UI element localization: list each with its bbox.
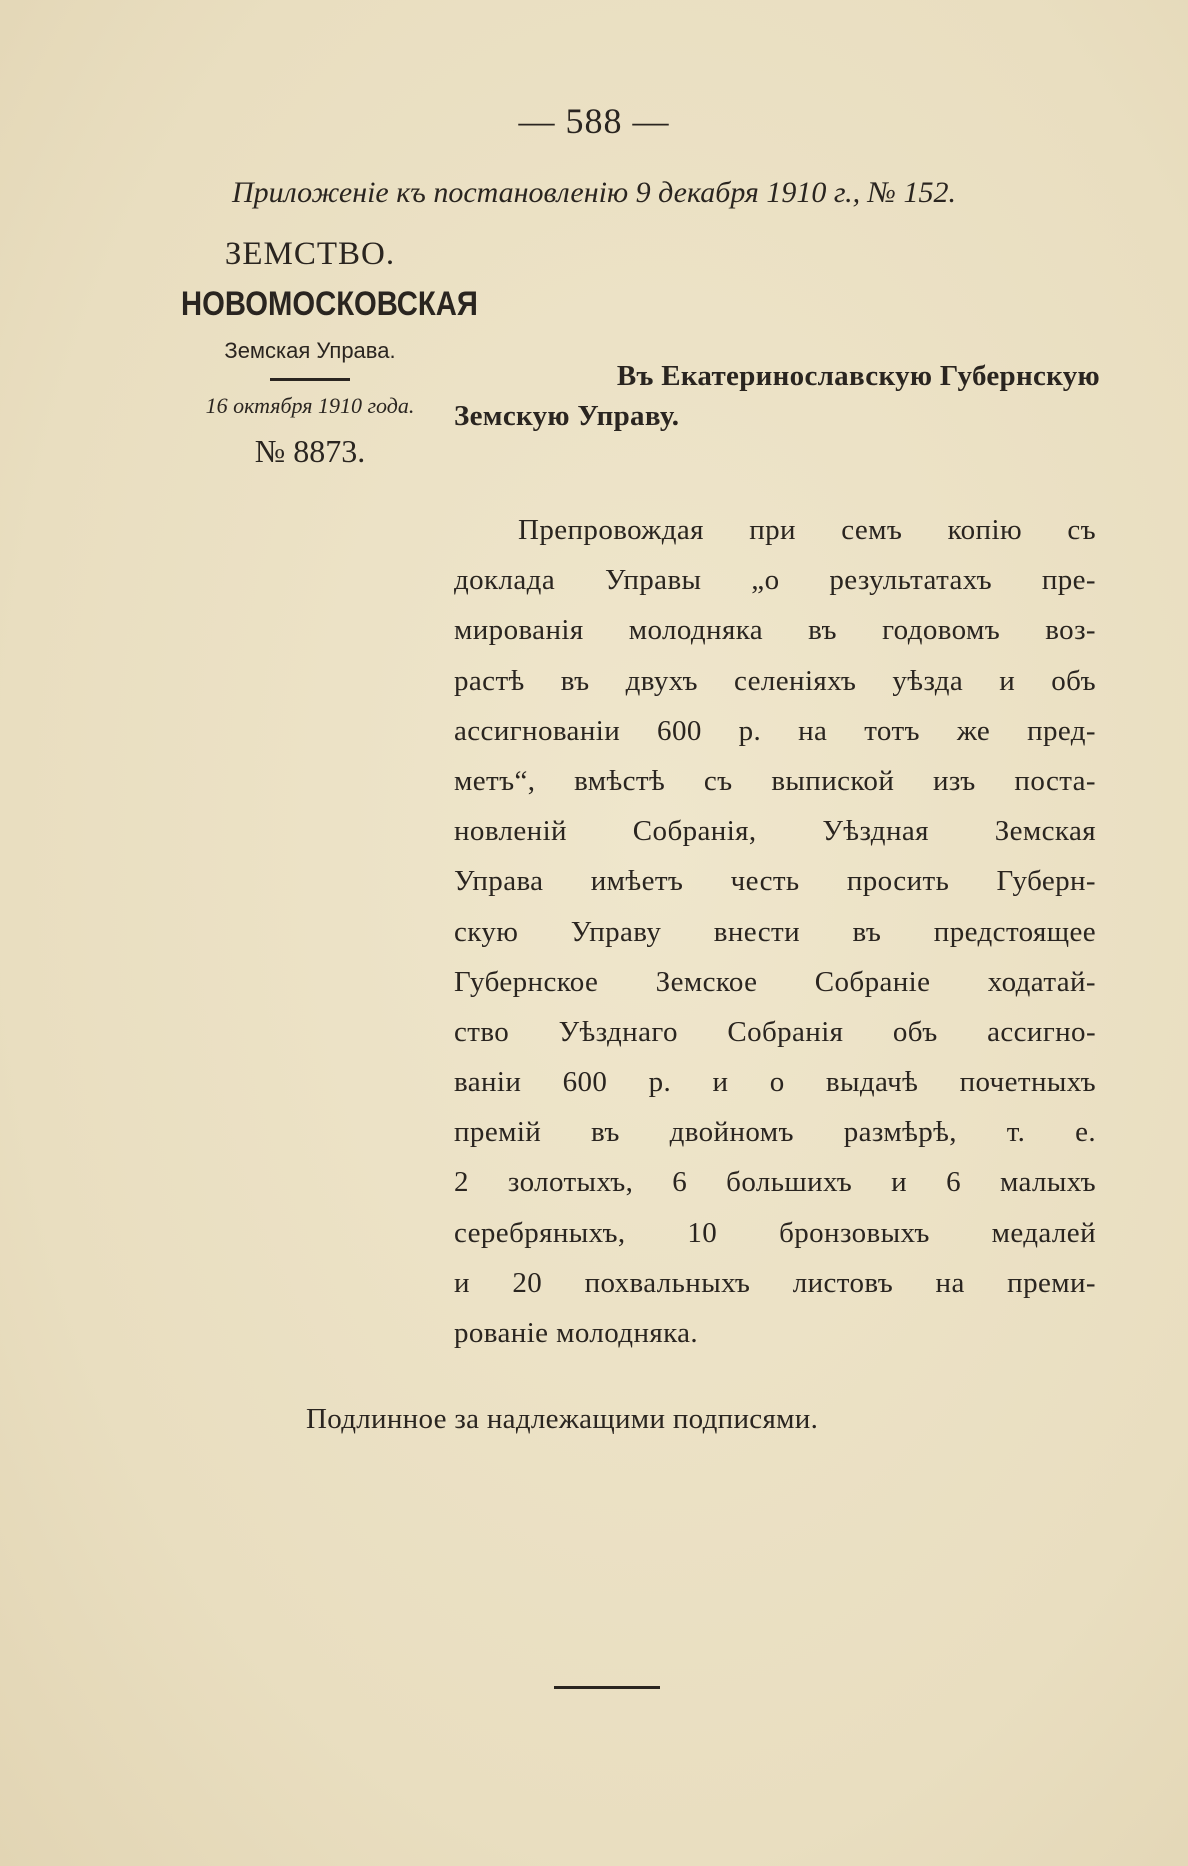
body-line: серебряныхъ, 10 бронзовыхъ медалей <box>454 1216 1096 1249</box>
addressee <box>454 356 1100 436</box>
body-line: Губернское Земское Собраніе ходатай- <box>454 965 1096 998</box>
sender-date: 16 октября 1910 года. <box>205 393 415 418</box>
body-line: скую Управу внести въ предстоящее <box>454 915 1096 948</box>
body-line: ассигнованіи 600 р. на тотъ же пред- <box>454 714 1096 747</box>
end-divider <box>554 1686 660 1689</box>
sender-divider <box>270 378 350 381</box>
body-line: Препровождая при семъ копію съ <box>518 514 1096 546</box>
sender-name: НОВОМОСКОВСКАЯ <box>181 285 478 323</box>
body-line: премій въ двойномъ размѣрѣ, т. е. <box>454 1116 1096 1149</box>
body-line: Управа имѣетъ честь просить Губерн- <box>454 865 1096 898</box>
page-number: — 588 — <box>518 101 670 141</box>
body-line: и 20 похвальныхъ листовъ на преми- <box>454 1266 1096 1299</box>
sender-number: № 8873. <box>254 433 366 469</box>
body-line: рованіе молодняка. <box>454 1317 699 1349</box>
addressee-line-2: Земскую Управу. <box>454 400 680 432</box>
body-line: доклада Управы „о результатахъ пре- <box>454 564 1096 597</box>
sender-office: Земская Управа. <box>224 338 396 363</box>
body-line: мированія молодняка въ годовомъ воз- <box>454 614 1096 647</box>
sender-block <box>160 236 478 470</box>
body-line: ство Уѣзднаго Собранія объ ассигно- <box>454 1015 1096 1048</box>
signature-note: Подлинное за надлежащими подписями. <box>306 1403 819 1435</box>
sender-zemstvo: ЗЕМСТВО. <box>224 236 396 272</box>
body-line: новленій Собранія, Уѣздная Земская <box>454 815 1096 848</box>
document-header: Приложеніе къ постановленію 9 декабря 1910 г., № 152. <box>232 176 956 209</box>
letter-body <box>454 505 1096 1358</box>
body-line: 2 золотыхъ, 6 большихъ и 6 малыхъ <box>454 1166 1096 1199</box>
body-line: растѣ въ двухъ селеніяхъ уѣзда и объ <box>454 664 1096 697</box>
body-line: ваніи 600 р. и о выдачѣ почетныхъ <box>454 1066 1096 1099</box>
addressee-line-1: Въ Екатеринославскую Губернскую <box>616 360 1100 392</box>
body-line: метъ“, вмѣстѣ съ выпиской изъ поста- <box>454 764 1096 797</box>
